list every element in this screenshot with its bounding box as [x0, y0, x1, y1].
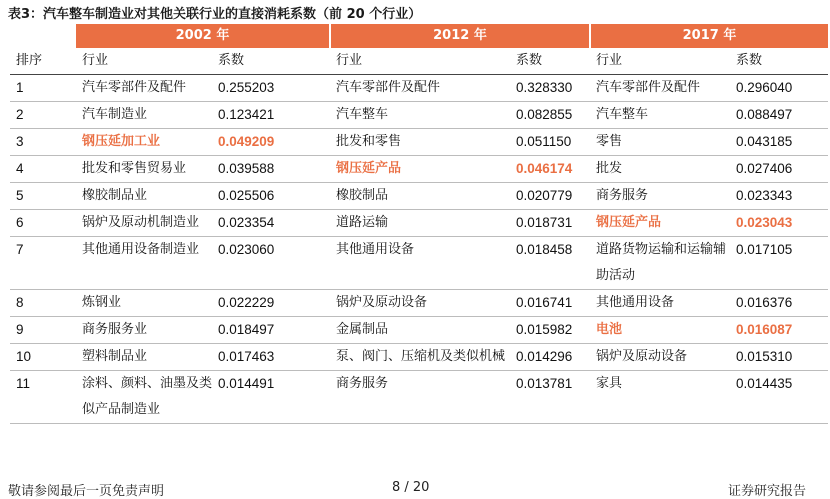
coef-cell-2017: 0.023343: [730, 183, 828, 210]
coef-header-2012: 系数: [510, 48, 590, 75]
table-row: [10, 344, 828, 371]
coef-cell-2012: 0.016741: [510, 290, 590, 317]
coef-cell-2017: 0.017105: [730, 237, 828, 290]
coef-cell-2002: 0.022229: [212, 290, 330, 317]
coef-cell-2002: 0.014491: [212, 371, 330, 424]
industry-cell-2002: 锅炉及原动机制造业: [76, 210, 212, 237]
coef-cell-2017: 0.023043: [730, 210, 828, 237]
industry-cell-2012: 锅炉及原动设备: [330, 290, 510, 317]
rank-cell: 11: [10, 371, 76, 424]
coef-cell-2012: 0.013781: [510, 371, 590, 424]
coef-cell-2012: 0.014296: [510, 344, 590, 371]
table-row: [10, 210, 828, 237]
industry-cell-2012: 橡胶制品: [330, 183, 510, 210]
industry-cell-2012: 其他通用设备: [330, 237, 510, 290]
table-row: [10, 237, 828, 290]
rank-cell: 9: [10, 317, 76, 344]
industry-cell-2017: 商务服务: [590, 183, 730, 210]
table-row: [10, 371, 828, 424]
rank-cell: 5: [10, 183, 76, 210]
table-row: [10, 75, 828, 102]
industry-cell-2017: 批发: [590, 156, 730, 183]
rank-cell: 7: [10, 237, 76, 290]
industry-header-2017: 行业: [590, 48, 730, 75]
coef-cell-2012: 0.051150: [510, 129, 590, 156]
coef-cell-2017: 0.296040: [730, 75, 828, 102]
report-type: 证券研究报告: [728, 484, 807, 499]
industry-cell-2002: 炼钢业: [76, 290, 212, 317]
coef-cell-2017: 0.027406: [730, 156, 828, 183]
table-title: 表3：汽车整车制造业对其他关联行业的直接消耗系数（前 20 个行业）: [8, 7, 422, 22]
coef-cell-2012: 0.018458: [510, 237, 590, 290]
coef-cell-2017: 0.014435: [730, 371, 828, 424]
industry-cell-2017: 钢压延产品: [590, 210, 730, 237]
rank-cell: 3: [10, 129, 76, 156]
table-row: [10, 290, 828, 317]
industry-cell-2017: 锅炉及原动设备: [590, 344, 730, 371]
industry-cell-2002: 钢压延加工业: [76, 129, 212, 156]
coef-cell-2017: 0.016376: [730, 290, 828, 317]
rank-cell: 4: [10, 156, 76, 183]
coef-cell-2012: 0.082855: [510, 102, 590, 129]
industry-cell-2002: 其他通用设备制造业: [76, 237, 212, 290]
industry-cell-2017: 道路货物运输和运输辅助活动: [590, 237, 730, 290]
rank-header: 排序: [10, 48, 76, 75]
industry-cell-2017: 家具: [590, 371, 730, 424]
coef-cell-2012: 0.015982: [510, 317, 590, 344]
disclaimer-note: 敬请参阅最后一页免责声明: [8, 484, 165, 499]
rank-cell: 10: [10, 344, 76, 371]
rank-cell: 1: [10, 75, 76, 102]
coef-cell-2017: 0.016087: [730, 317, 828, 344]
industry-cell-2012: 钢压延产品: [330, 156, 510, 183]
industry-cell-2012: 金属制品: [330, 317, 510, 344]
industry-cell-2002: 商务服务业: [76, 317, 212, 344]
industry-cell-2012: 商务服务: [330, 371, 510, 424]
industry-header-2012: 行业: [330, 48, 510, 75]
column-header-row: [10, 48, 828, 75]
coef-cell-2002: 0.049209: [212, 129, 330, 156]
header-blank: [10, 24, 76, 48]
industry-cell-2017: 其他通用设备: [590, 290, 730, 317]
table-row: [10, 183, 828, 210]
coef-cell-2017: 0.015310: [730, 344, 828, 371]
industry-header-2002: 行业: [76, 48, 212, 75]
coef-cell-2002: 0.255203: [212, 75, 330, 102]
page-number: 8 / 20: [392, 480, 430, 495]
rank-cell: 2: [10, 102, 76, 129]
industry-cell-2002: 汽车零部件及配件: [76, 75, 212, 102]
rank-cell: 8: [10, 290, 76, 317]
coef-cell-2002: 0.023060: [212, 237, 330, 290]
table-row: [10, 317, 828, 344]
coef-cell-2002: 0.017463: [212, 344, 330, 371]
industry-cell-2002: 汽车制造业: [76, 102, 212, 129]
industry-cell-2017: 汽车整车: [590, 102, 730, 129]
industry-cell-2017: 汽车零部件及配件: [590, 75, 730, 102]
industry-cell-2002: 塑料制品业: [76, 344, 212, 371]
year-header-row: [10, 24, 828, 48]
industry-cell-2012: 汽车零部件及配件: [330, 75, 510, 102]
industry-cell-2012: 泵、阀门、压缩机及类似机械: [330, 344, 510, 371]
industry-cell-2002: 橡胶制品业: [76, 183, 212, 210]
industry-cell-2012: 批发和零售: [330, 129, 510, 156]
coef-header-2002: 系数: [212, 48, 330, 75]
industry-cell-2012: 道路运输: [330, 210, 510, 237]
consumption-coefficient-table: [10, 24, 828, 424]
coef-cell-2012: 0.328330: [510, 75, 590, 102]
rank-cell: 6: [10, 210, 76, 237]
industry-cell-2002: 涂料、颜料、油墨及类似产品制造业: [76, 371, 212, 424]
coef-cell-2012: 0.018731: [510, 210, 590, 237]
coef-cell-2012: 0.046174: [510, 156, 590, 183]
coef-cell-2002: 0.123421: [212, 102, 330, 129]
year-2012-header: 2012 年: [330, 24, 590, 48]
year-2017-header: 2017 年: [590, 24, 828, 48]
coef-cell-2002: 0.025506: [212, 183, 330, 210]
coef-header-2017: 系数: [730, 48, 828, 75]
coef-cell-2002: 0.039588: [212, 156, 330, 183]
coef-cell-2012: 0.020779: [510, 183, 590, 210]
coef-cell-2017: 0.043185: [730, 129, 828, 156]
industry-cell-2002: 批发和零售贸易业: [76, 156, 212, 183]
coef-cell-2002: 0.018497: [212, 317, 330, 344]
table-row: [10, 129, 828, 156]
coef-cell-2002: 0.023354: [212, 210, 330, 237]
table-row: [10, 156, 828, 183]
table-row: [10, 102, 828, 129]
year-2002-header: 2002 年: [76, 24, 330, 48]
industry-cell-2012: 汽车整车: [330, 102, 510, 129]
coef-cell-2017: 0.088497: [730, 102, 828, 129]
industry-cell-2017: 零售: [590, 129, 730, 156]
table-body: [10, 75, 828, 424]
industry-cell-2017: 电池: [590, 317, 730, 344]
